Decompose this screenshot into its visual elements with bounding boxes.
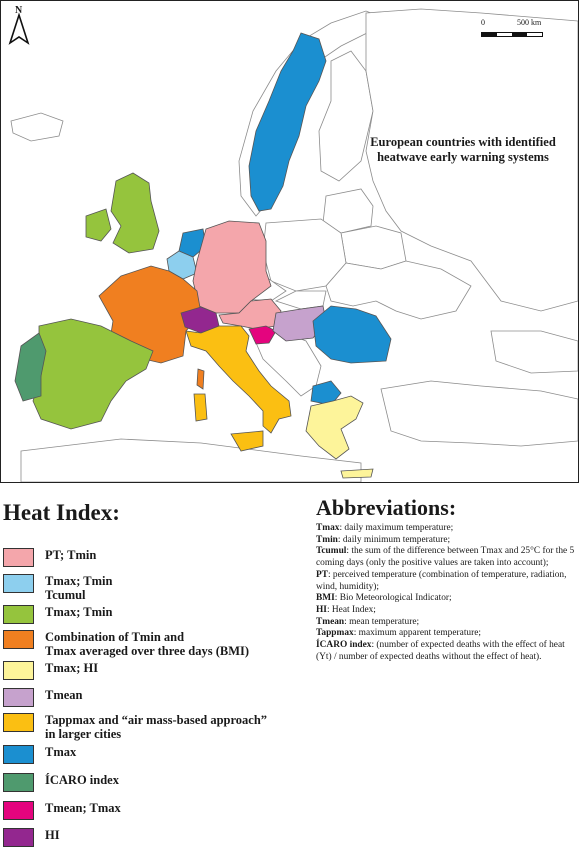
scale-end-label: 500 km bbox=[517, 18, 542, 27]
legend-swatch bbox=[3, 574, 34, 593]
legend-swatch bbox=[3, 745, 34, 764]
legend-label: Tmean; Tmax bbox=[45, 801, 121, 815]
legend-item bbox=[3, 605, 113, 624]
country-ireland bbox=[86, 209, 111, 241]
legend-label: Combination of Tmin and Tmax averaged over three days (BMI) bbox=[45, 630, 250, 658]
legend-label: Tmax; Tmin Tcumul bbox=[45, 574, 113, 602]
abbreviation-item bbox=[316, 593, 578, 605]
legend-item bbox=[3, 630, 249, 658]
country-iceland bbox=[11, 113, 63, 141]
abbreviation-item bbox=[316, 617, 578, 629]
abbreviation-term: Tmax bbox=[316, 523, 340, 533]
legend-swatch bbox=[3, 661, 34, 680]
abbreviation-desc: : daily maximum temperature; bbox=[339, 523, 454, 533]
abbreviation-item bbox=[316, 546, 578, 569]
legend-swatch bbox=[3, 688, 34, 707]
heat-index-title: Heat Index: bbox=[3, 500, 120, 525]
country-uk bbox=[111, 173, 159, 253]
north-label: N bbox=[15, 5, 23, 16]
abbreviation-term: ÍCARO index bbox=[316, 640, 372, 651]
abbreviation-desc: : mean temperature; bbox=[344, 616, 420, 627]
legend-item bbox=[3, 828, 60, 847]
legend-swatch bbox=[3, 801, 34, 820]
legend-label: Tmax; Tmin bbox=[45, 605, 113, 619]
abbreviation-item bbox=[316, 628, 578, 640]
country-sardinia bbox=[194, 394, 207, 421]
country-caucasus bbox=[491, 331, 578, 373]
legend-label: Tmean bbox=[45, 688, 83, 702]
map-title-line1: European countries with identified bbox=[370, 135, 556, 149]
country-romania bbox=[313, 306, 391, 363]
legend-label: Tappmax and “air mass-based approach” in larger cities bbox=[45, 713, 268, 741]
country-corsica bbox=[197, 369, 204, 389]
legend-label: HI bbox=[45, 828, 60, 842]
abbreviation-desc: : Heat Index; bbox=[326, 604, 376, 615]
legend-swatch bbox=[3, 605, 34, 624]
abbreviation-desc: : the sum of the difference between Tmax and 25°C for the 5 coming days (only the positive values are taken into account); bbox=[316, 546, 575, 569]
legend-label: ÍCARO index bbox=[45, 773, 119, 787]
abbreviation-item bbox=[316, 535, 578, 547]
abbreviation-term: Tappmax bbox=[316, 628, 354, 639]
abbreviation-term: Tmin bbox=[316, 534, 338, 545]
abbreviation-term: Tcumul bbox=[316, 546, 347, 557]
legend-item bbox=[3, 713, 267, 741]
north-arrow bbox=[6, 5, 32, 45]
country-crete bbox=[341, 469, 373, 478]
legend-label: Tmax; HI bbox=[45, 661, 99, 675]
abbreviation-desc: : (number of expected deaths with the effect of heat (Yt) / number of expected deaths without the effect of heat). bbox=[316, 640, 565, 662]
legend-swatch bbox=[3, 630, 34, 649]
legend-label: Tmax bbox=[45, 745, 77, 759]
map-title bbox=[349, 135, 577, 165]
abbreviation-term: Tmean bbox=[316, 616, 345, 627]
abbreviation-desc: : maximum apparent temperature; bbox=[353, 628, 481, 639]
abbreviation-item bbox=[316, 605, 578, 617]
country-sweden bbox=[249, 33, 326, 211]
abbreviations-list bbox=[316, 523, 578, 663]
legend-item bbox=[3, 773, 119, 792]
abbreviation-term: BMI bbox=[316, 593, 335, 604]
legend-item bbox=[3, 574, 113, 602]
legend-item bbox=[3, 548, 96, 567]
legend-label: PT; Tmin bbox=[45, 548, 97, 562]
country-north-africa bbox=[21, 439, 361, 482]
legend-swatch bbox=[3, 773, 34, 792]
legend-item bbox=[3, 661, 98, 680]
abbreviation-item bbox=[316, 640, 578, 663]
country-belarus bbox=[341, 226, 406, 269]
europe-map bbox=[1, 1, 578, 482]
legend-item bbox=[3, 801, 121, 820]
abbreviation-term: HI bbox=[316, 604, 327, 615]
abbreviation-item bbox=[316, 523, 578, 535]
abbreviation-desc: : perceived temperature (combination of temperature, radiation, wind, humidity); bbox=[316, 569, 567, 592]
legend-swatch bbox=[3, 713, 34, 732]
legend-item bbox=[3, 688, 83, 707]
abbreviation-item bbox=[316, 570, 578, 593]
scale-start-label: 0 bbox=[481, 18, 485, 27]
country-portugal bbox=[15, 333, 46, 401]
abbreviation-term: PT bbox=[316, 569, 328, 580]
abbreviations-title: Abbreviations: bbox=[316, 495, 457, 520]
abbreviation-desc: : Bio Meteorological Indicator; bbox=[334, 593, 452, 604]
abbreviation-desc: : daily minimum temperature; bbox=[337, 534, 451, 545]
map-title-line2: heatwave early warning systems bbox=[377, 150, 549, 164]
legend-swatch bbox=[3, 828, 34, 847]
legend-item bbox=[3, 745, 76, 764]
country-turkey bbox=[381, 381, 578, 446]
country-greece bbox=[306, 396, 363, 459]
scale-bar-graphic bbox=[481, 32, 543, 37]
scale-bar bbox=[481, 18, 543, 38]
legend-swatch bbox=[3, 548, 34, 567]
